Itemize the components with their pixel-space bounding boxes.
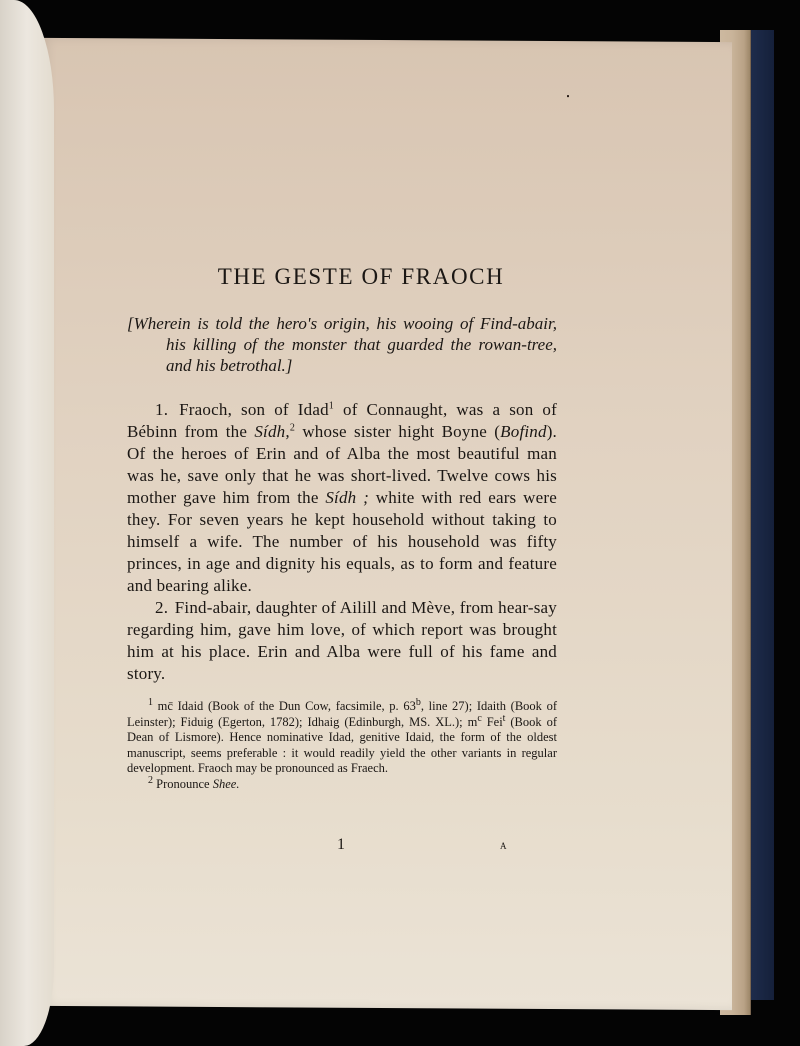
argument-close-bracket: ] [285,356,293,375]
chapter-title: THE GESTE OF FRAOCH [217,264,505,289]
text-run: of Connaught, was a son of Bébinn from the [127,400,557,441]
footnote-marker: 1 [148,696,153,708]
footnote-ref-2: 2 [289,422,296,434]
text-run: Fraoch, son of Idad [179,400,329,419]
footnote-2 [127,774,557,793]
text-run: white with red ears were they. For seven years he kept household without taking to himself a wife. The number of his household was fifty princes, in age and dignity his equals, as to form and feature and bearing alike. [127,488,557,595]
page-number: 1 [337,836,345,853]
argument-text: Wherein is told the hero's origin, his wooing of Find-abair, his killing of the monster that guarded the rowan-tree, and his betrothal. [133,314,557,375]
paragraph-number: 1. [155,400,169,419]
argument-open-bracket: [ [127,314,134,333]
text-run: , line 27); Idaith (Book of Leinster); Fiduig (Egerton, 1782); Idhaig (Edinburgh, MS. XL.); m [127,699,558,729]
paragraph-2 [127,597,557,685]
superscript: t [502,712,506,724]
paragraph-number: 2. [155,598,169,617]
footnotes [127,696,558,792]
italic-run: Bofind [500,422,547,441]
footnote-1 [127,696,558,777]
text-run: ). Of the heroes of Erin and of Alba the most beautiful man was he, save only that he was short-lived. Twelve cows his mother gave him from the [127,422,557,507]
text-run: Fei [481,714,503,729]
superscript: c [477,712,482,724]
text-run: Pronounce [156,776,213,791]
footnote-ref-1: 1 [328,400,334,412]
signature-mark: A [500,841,507,851]
chapter-argument [127,313,557,376]
page-text-block [127,262,557,792]
text-run: whose sister hight Boyne ( [295,422,501,441]
text-run: Find-abair, daughter of Ailill and Mève, from hear-say regarding him, gave him love, of which report was brought him at his place. Erin and Alba were full of his fame and story. [127,598,557,683]
paper-speck [567,95,569,97]
italic-run: Sídh, [254,422,290,441]
footnote-marker: 2 [148,774,153,786]
italic-run: Shee. [212,776,240,791]
superscript: b [415,696,421,708]
text-run: mc̄ Idaid (Book of the Dun Cow, facsimile, p. 63 [157,699,416,713]
paragraph-1 [127,399,557,597]
left-page-curl [0,0,54,1046]
text-run: (Book of Dean of Lismore). Hence nominative Idad, genitive Idaid, the form of the oldest manuscript, seems preferable : it would readily yield the other variants in regular development. Fraoch may be pronounced as Fraech. [127,714,557,775]
italic-run: Sídh ; [325,488,370,507]
